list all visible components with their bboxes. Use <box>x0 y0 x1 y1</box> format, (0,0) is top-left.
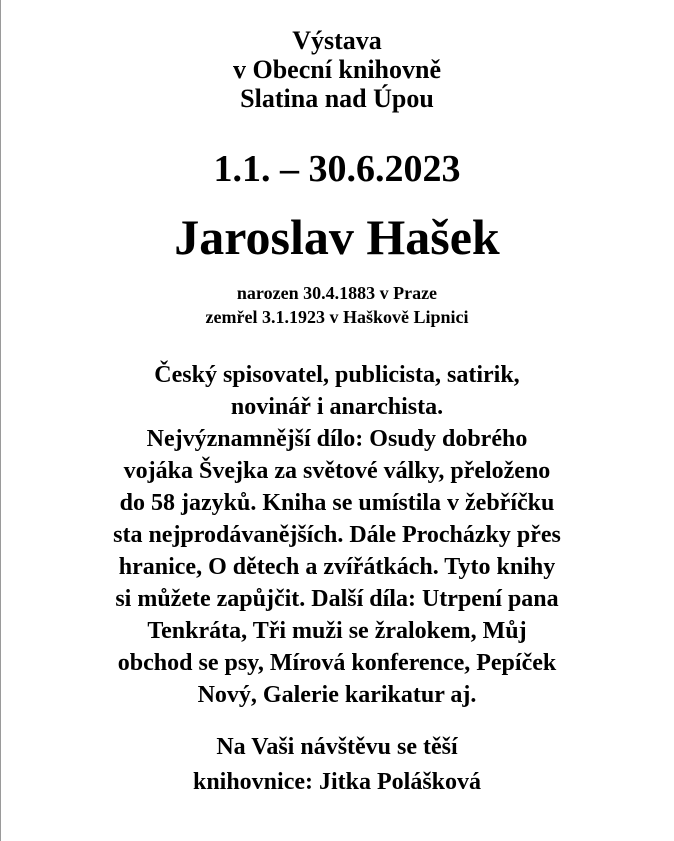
closing-note <box>0 730 674 800</box>
description-line: hranice, O dětech a zvířátkách. Tyto knihy <box>118 554 556 580</box>
description-line: sta nejprodávanějších. Dále Procházky přes <box>113 522 561 548</box>
description-line: novinář i anarchista. <box>230 394 444 420</box>
death-info: zemřel 3.1.1923 v Haškově Lipnici <box>205 307 469 327</box>
description-line: Tenkráta, Tři muži se žralokem, Můj <box>147 618 527 644</box>
description-line: Nejvýznamnější dílo: Osudy dobrého <box>146 426 528 452</box>
description-line: si můžete zapůjčit. Další díla: Utrpení pana <box>115 586 559 612</box>
description-line: do 58 jazyků. Kniha se umístila v žebříčku <box>119 490 555 516</box>
exhibition-dates: 1.1. – 30.6.2023 <box>213 148 461 190</box>
exhibition-heading <box>0 26 674 113</box>
closing-line: Na Vaši návštěvu se těší <box>216 734 458 760</box>
description-line: vojáka Švejka za světové války, přeloženo <box>123 458 551 484</box>
heading-line: v Obecní knihovně <box>232 55 442 84</box>
description-line: Český spisovatel, publicista, satirik, <box>154 362 520 388</box>
heading-line: Výstava <box>292 26 382 55</box>
birth-info: narozen 30.4.1883 v Praze <box>236 283 438 303</box>
author-name: Jaroslav Hašek <box>174 209 500 265</box>
author-description <box>0 359 674 711</box>
description-line: Nový, Galerie karikatur aj. <box>197 682 477 708</box>
author-bio <box>0 281 674 329</box>
description-line: obchod se psy, Mírová konference, Pepíček <box>117 650 557 676</box>
heading-line: Slatina nad Úpou <box>240 84 434 113</box>
librarian-signature: knihovnice: Jitka Polášková <box>192 769 482 795</box>
